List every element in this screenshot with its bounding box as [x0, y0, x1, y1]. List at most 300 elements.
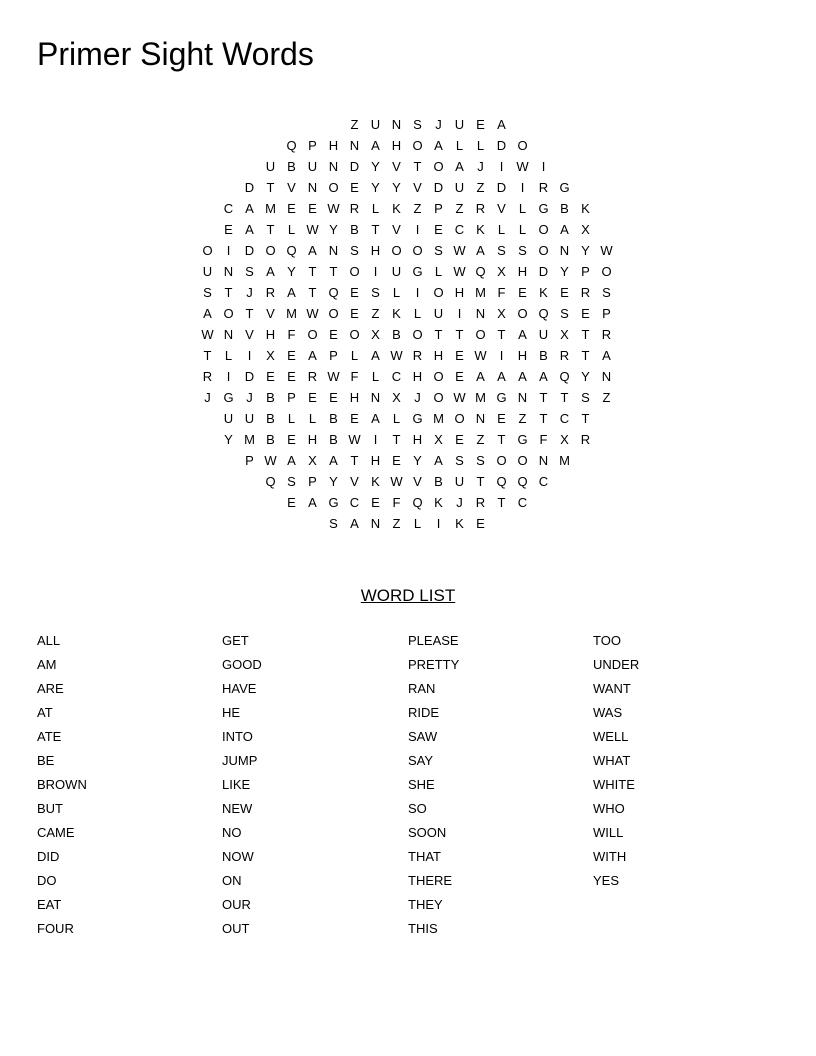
- grid-row: [0, 345, 816, 366]
- grid-letter: H: [328, 138, 339, 153]
- grid-letter: N: [223, 327, 234, 342]
- grid-letter: O: [412, 243, 423, 258]
- word-list-item: WHITE: [593, 777, 635, 792]
- grid-letter: S: [581, 390, 590, 405]
- grid-letter: O: [223, 306, 234, 321]
- grid-letter: O: [412, 138, 423, 153]
- grid-letter: N: [349, 138, 360, 153]
- grid-letter: A: [287, 285, 296, 300]
- grid-letter: I: [415, 285, 420, 300]
- grid-letter: J: [477, 159, 484, 174]
- grid-letter: N: [517, 390, 528, 405]
- grid-row: [0, 387, 816, 408]
- word-list-item: DO: [37, 873, 57, 888]
- word-list-item: FOUR: [37, 921, 74, 936]
- grid-letter: G: [412, 411, 423, 426]
- grid-letter: D: [244, 369, 255, 384]
- grid-letter: R: [475, 495, 486, 510]
- grid-letter: Z: [518, 411, 527, 426]
- grid-letter: T: [434, 327, 443, 342]
- grid-letter: E: [287, 369, 296, 384]
- grid-row: [0, 471, 816, 492]
- grid-letter: W: [327, 369, 340, 384]
- grid-letter: Y: [287, 264, 296, 279]
- grid-letter: A: [371, 348, 380, 363]
- grid-letter: Y: [224, 432, 233, 447]
- grid-letter: O: [538, 222, 549, 237]
- word-list-item: WHAT: [593, 753, 631, 768]
- grid-letter: E: [350, 411, 359, 426]
- grid-letter: T: [581, 327, 590, 342]
- grid-letter: H: [517, 264, 528, 279]
- grid-letter: O: [307, 327, 318, 342]
- grid-letter: K: [455, 516, 464, 531]
- grid-letter: D: [496, 138, 507, 153]
- grid-letter: Q: [328, 285, 339, 300]
- grid-letter: A: [287, 453, 296, 468]
- grid-letter: Y: [392, 180, 401, 195]
- grid-letter: A: [308, 243, 317, 258]
- word-list-item: NEW: [222, 801, 253, 816]
- grid-letter: T: [539, 390, 548, 405]
- grid-letter: U: [454, 474, 465, 489]
- grid-letter: A: [245, 222, 254, 237]
- word-list-item: WAS: [593, 705, 623, 720]
- grid-letter: P: [434, 201, 443, 216]
- grid-letter: T: [581, 411, 590, 426]
- grid-letter: O: [496, 453, 507, 468]
- grid-letter: R: [265, 285, 276, 300]
- grid-letter: I: [247, 348, 252, 363]
- grid-letter: I: [415, 222, 420, 237]
- grid-letter: S: [245, 264, 254, 279]
- grid-letter: B: [329, 432, 338, 447]
- word-list-item: TOO: [593, 633, 621, 648]
- grid-letter: T: [245, 306, 254, 321]
- grid-letter: Z: [350, 117, 359, 132]
- grid-letter: D: [244, 243, 255, 258]
- word-list-item: AT: [37, 705, 53, 720]
- grid-letter: L: [413, 516, 422, 531]
- grid-letter: Z: [371, 306, 380, 321]
- grid-letter: O: [328, 306, 339, 321]
- grid-letter: R: [307, 369, 318, 384]
- grid-letter: O: [349, 327, 360, 342]
- grid-letter: R: [412, 348, 423, 363]
- grid-letter: O: [454, 411, 465, 426]
- grid-letter: E: [287, 432, 296, 447]
- grid-letter: I: [436, 516, 441, 531]
- grid-letter: E: [266, 369, 275, 384]
- grid-letter: W: [453, 264, 466, 279]
- grid-letter: C: [391, 369, 402, 384]
- grid-letter: Q: [475, 264, 486, 279]
- word-list: [0, 629, 816, 949]
- grid-letter: L: [287, 411, 296, 426]
- grid-letter: Q: [286, 138, 297, 153]
- grid-letter: L: [455, 138, 464, 153]
- word-list-item: ON: [222, 873, 242, 888]
- grid-letter: M: [433, 411, 444, 426]
- grid-letter: D: [496, 180, 507, 195]
- grid-letter: E: [476, 516, 485, 531]
- grid-letter: X: [308, 453, 317, 468]
- grid-row: [0, 177, 816, 198]
- word-list-item: CAME: [37, 825, 75, 840]
- grid-row: [0, 219, 816, 240]
- grid-letter: O: [265, 243, 276, 258]
- grid-letter: T: [392, 432, 401, 447]
- grid-letter: N: [307, 180, 318, 195]
- grid-letter: K: [476, 222, 485, 237]
- grid-row: [0, 450, 816, 471]
- grid-letter: G: [538, 201, 549, 216]
- word-list-item: GOOD: [222, 657, 262, 672]
- grid-letter: I: [520, 180, 525, 195]
- grid-letter: Y: [581, 369, 590, 384]
- grid-letter: S: [560, 306, 569, 321]
- grid-letter: T: [539, 411, 548, 426]
- grid-letter: R: [580, 432, 591, 447]
- grid-letter: U: [538, 327, 549, 342]
- grid-row: [0, 114, 816, 135]
- grid-letter: Z: [455, 201, 464, 216]
- grid-letter: K: [434, 495, 443, 510]
- grid-letter: T: [266, 222, 275, 237]
- grid-letter: O: [517, 453, 528, 468]
- word-list-item: BUT: [37, 801, 63, 816]
- grid-letter: W: [306, 306, 319, 321]
- grid-letter: W: [453, 390, 466, 405]
- grid-letter: A: [245, 201, 254, 216]
- grid-letter: E: [308, 201, 317, 216]
- word-list-item: OUR: [222, 897, 251, 912]
- grid-letter: T: [560, 390, 569, 405]
- grid-letter: L: [371, 369, 380, 384]
- grid-letter: L: [497, 222, 506, 237]
- grid-letter: G: [559, 180, 570, 195]
- grid-letter: F: [539, 432, 548, 447]
- word-list-item: HAVE: [222, 681, 257, 696]
- grid-letter: E: [329, 327, 338, 342]
- grid-letter: Q: [517, 474, 528, 489]
- grid-letter: S: [203, 285, 212, 300]
- grid-letter: N: [223, 264, 234, 279]
- grid-letter: V: [413, 474, 422, 489]
- grid-letter: W: [474, 348, 487, 363]
- grid-letter: W: [453, 243, 466, 258]
- grid-letter: H: [433, 348, 444, 363]
- word-list-item: EAT: [37, 897, 62, 912]
- word-list-item: PLEASE: [408, 633, 459, 648]
- grid-letter: P: [308, 474, 317, 489]
- word-list-item: ARE: [37, 681, 64, 696]
- word-list-item: WITH: [593, 849, 627, 864]
- word-list-item: WANT: [593, 681, 631, 696]
- grid-letter: O: [433, 390, 444, 405]
- word-list-item: WHO: [593, 801, 625, 816]
- grid-letter: E: [392, 453, 401, 468]
- grid-letter: O: [391, 243, 402, 258]
- word-list-item: GET: [222, 633, 249, 648]
- grid-letter: W: [516, 159, 529, 174]
- grid-letter: O: [412, 327, 423, 342]
- grid-letter: B: [287, 159, 296, 174]
- grid-letter: O: [433, 369, 444, 384]
- grid-letter: V: [287, 180, 296, 195]
- grid-letter: K: [581, 201, 590, 216]
- grid-letter: E: [455, 432, 464, 447]
- grid-letter: X: [497, 306, 506, 321]
- word-list-item: BROWN: [37, 777, 87, 792]
- grid-letter: N: [370, 516, 381, 531]
- grid-letter: I: [373, 432, 378, 447]
- grid-letter: Y: [413, 453, 422, 468]
- grid-letter: V: [392, 159, 401, 174]
- word-list-heading: WORD LIST: [360, 586, 456, 605]
- grid-letter: G: [517, 432, 528, 447]
- grid-letter: U: [244, 411, 255, 426]
- grid-letter: I: [499, 159, 504, 174]
- grid-row: [0, 261, 816, 282]
- grid-letter: R: [475, 201, 486, 216]
- grid-letter: R: [601, 327, 612, 342]
- word-list-item: LIKE: [222, 777, 251, 792]
- grid-letter: E: [287, 201, 296, 216]
- grid-letter: B: [266, 411, 275, 426]
- grid-letter: O: [349, 264, 360, 279]
- grid-letter: P: [308, 138, 317, 153]
- grid-letter: V: [497, 201, 506, 216]
- grid-letter: D: [349, 159, 360, 174]
- grid-row: [0, 282, 816, 303]
- grid-letter: A: [350, 516, 359, 531]
- grid-letter: L: [371, 201, 380, 216]
- word-list-item: INTO: [222, 729, 253, 744]
- grid-letter: Y: [371, 180, 380, 195]
- grid-letter: T: [308, 264, 317, 279]
- grid-letter: N: [328, 243, 339, 258]
- grid-letter: A: [602, 348, 611, 363]
- grid-letter: N: [475, 411, 486, 426]
- grid-letter: E: [497, 411, 506, 426]
- grid-letter: H: [412, 369, 423, 384]
- grid-letter: W: [264, 453, 277, 468]
- grid-letter: H: [454, 285, 465, 300]
- grid-letter: L: [392, 411, 401, 426]
- grid-letter: Y: [560, 264, 569, 279]
- grid-letter: Q: [412, 495, 423, 510]
- grid-letter: H: [412, 432, 423, 447]
- grid-letter: H: [517, 348, 528, 363]
- grid-letter: P: [581, 264, 590, 279]
- grid-letter: T: [203, 348, 212, 363]
- grid-letter: U: [265, 159, 276, 174]
- grid-row: [0, 429, 816, 450]
- grid-letter: M: [265, 201, 276, 216]
- word-list-item: THERE: [408, 873, 453, 888]
- grid-letter: W: [390, 348, 403, 363]
- grid-letter: A: [434, 138, 443, 153]
- grid-letter: W: [390, 474, 403, 489]
- word-list-item: HE: [222, 705, 241, 720]
- grid-letter: K: [392, 201, 401, 216]
- grid-letter: M: [475, 390, 486, 405]
- grid-letter: E: [350, 285, 359, 300]
- word-list-item: SAY: [408, 753, 434, 768]
- grid-letter: V: [413, 180, 422, 195]
- grid-letter: D: [538, 264, 549, 279]
- grid-letter: F: [350, 369, 359, 384]
- grid-letter: L: [518, 201, 527, 216]
- grid-letter: J: [435, 117, 442, 132]
- grid-letter: X: [581, 222, 590, 237]
- grid-letter: T: [497, 327, 506, 342]
- grid-letter: S: [602, 285, 611, 300]
- grid-letter: N: [559, 243, 570, 258]
- grid-letter: N: [538, 453, 549, 468]
- grid-letter: B: [266, 390, 275, 405]
- grid-letter: J: [246, 390, 253, 405]
- grid-letter: A: [308, 348, 317, 363]
- grid-letter: C: [454, 222, 465, 237]
- grid-letter: O: [517, 138, 528, 153]
- grid-letter: P: [287, 390, 296, 405]
- grid-letter: K: [539, 285, 548, 300]
- grid-letter: W: [600, 243, 613, 258]
- word-list-item: DID: [37, 849, 60, 864]
- grid-letter: Z: [392, 516, 401, 531]
- word-list-item: THIS: [408, 921, 438, 936]
- grid-letter: T: [497, 432, 506, 447]
- grid-letter: I: [457, 306, 462, 321]
- word-list-column: [593, 629, 773, 893]
- grid-letter: G: [496, 390, 507, 405]
- grid-letter: X: [371, 327, 380, 342]
- grid-letter: E: [455, 348, 464, 363]
- word-list-item: THEY: [408, 897, 443, 912]
- grid-letter: N: [475, 306, 486, 321]
- grid-letter: X: [392, 390, 401, 405]
- grid-letter: M: [475, 285, 486, 300]
- grid-letter: H: [370, 243, 381, 258]
- grid-letter: W: [327, 201, 340, 216]
- grid-row: [0, 303, 816, 324]
- grid-letter: L: [434, 264, 443, 279]
- word-list-item: SO: [408, 801, 427, 816]
- grid-letter: N: [328, 159, 339, 174]
- grid-letter: K: [392, 306, 401, 321]
- grid-letter: V: [245, 327, 254, 342]
- grid-letter: F: [497, 285, 506, 300]
- grid-row: [0, 492, 816, 513]
- grid-letter: E: [560, 285, 569, 300]
- grid-letter: S: [350, 243, 359, 258]
- grid-letter: S: [413, 117, 422, 132]
- grid-letter: M: [244, 432, 255, 447]
- word-search-grid: [0, 114, 816, 534]
- word-list-column: [222, 629, 402, 941]
- grid-letter: C: [538, 474, 549, 489]
- grid-letter: P: [602, 306, 611, 321]
- grid-letter: R: [202, 369, 213, 384]
- word-list-item: ALL: [37, 633, 61, 648]
- word-list-item: NO: [222, 825, 242, 840]
- grid-letter: E: [308, 390, 317, 405]
- grid-letter: Z: [476, 432, 485, 447]
- grid-letter: E: [476, 117, 485, 132]
- grid-letter: X: [497, 264, 506, 279]
- grid-row: [0, 198, 816, 219]
- grid-letter: W: [306, 222, 319, 237]
- grid-letter: I: [499, 348, 504, 363]
- grid-letter: F: [287, 327, 296, 342]
- grid-letter: C: [223, 201, 234, 216]
- grid-row: [0, 135, 816, 156]
- word-list-column: [408, 629, 588, 941]
- grid-letter: A: [476, 369, 485, 384]
- grid-letter: U: [202, 264, 213, 279]
- grid-letter: Q: [538, 306, 549, 321]
- grid-letter: H: [370, 453, 381, 468]
- word-list-item: PRETTY: [408, 657, 460, 672]
- grid-letter: U: [433, 306, 444, 321]
- word-list-item: WELL: [593, 729, 629, 744]
- grid-letter: R: [580, 285, 591, 300]
- grid-letter: V: [392, 222, 401, 237]
- grid-letter: J: [246, 285, 253, 300]
- grid-letter: C: [559, 411, 570, 426]
- grid-letter: E: [581, 306, 590, 321]
- grid-letter: J: [456, 495, 463, 510]
- grid-letter: N: [370, 390, 381, 405]
- grid-letter: J: [414, 390, 421, 405]
- grid-letter: O: [517, 306, 528, 321]
- grid-letter: Y: [371, 159, 380, 174]
- word-list-item: UNDER: [593, 657, 640, 672]
- grid-letter: Z: [602, 390, 611, 405]
- grid-letter: I: [373, 264, 378, 279]
- grid-letter: Y: [581, 243, 590, 258]
- grid-letter: L: [413, 306, 422, 321]
- word-list-item: JUMP: [222, 753, 258, 768]
- grid-letter: Y: [329, 222, 338, 237]
- grid-letter: T: [455, 327, 464, 342]
- grid-letter: E: [224, 222, 233, 237]
- grid-letter: B: [266, 432, 275, 447]
- grid-letter: M: [286, 306, 297, 321]
- grid-letter: X: [434, 432, 443, 447]
- grid-letter: T: [266, 180, 275, 195]
- grid-letter: C: [517, 495, 528, 510]
- grid-letter: G: [328, 495, 339, 510]
- grid-letter: X: [266, 348, 275, 363]
- grid-letter: O: [538, 243, 549, 258]
- grid-letter: S: [497, 243, 506, 258]
- grid-letter: A: [266, 264, 275, 279]
- grid-letter: T: [413, 159, 422, 174]
- grid-letter: E: [287, 495, 296, 510]
- grid-letter: I: [226, 243, 231, 258]
- word-list-item: BE: [37, 753, 55, 768]
- word-list-item: NOW: [222, 849, 254, 864]
- word-list-item: SHE: [408, 777, 435, 792]
- grid-letter: Q: [286, 243, 297, 258]
- grid-letter: A: [497, 369, 506, 384]
- grid-letter: H: [265, 327, 276, 342]
- word-list-item: SOON: [408, 825, 447, 840]
- word-list-item: RAN: [408, 681, 436, 696]
